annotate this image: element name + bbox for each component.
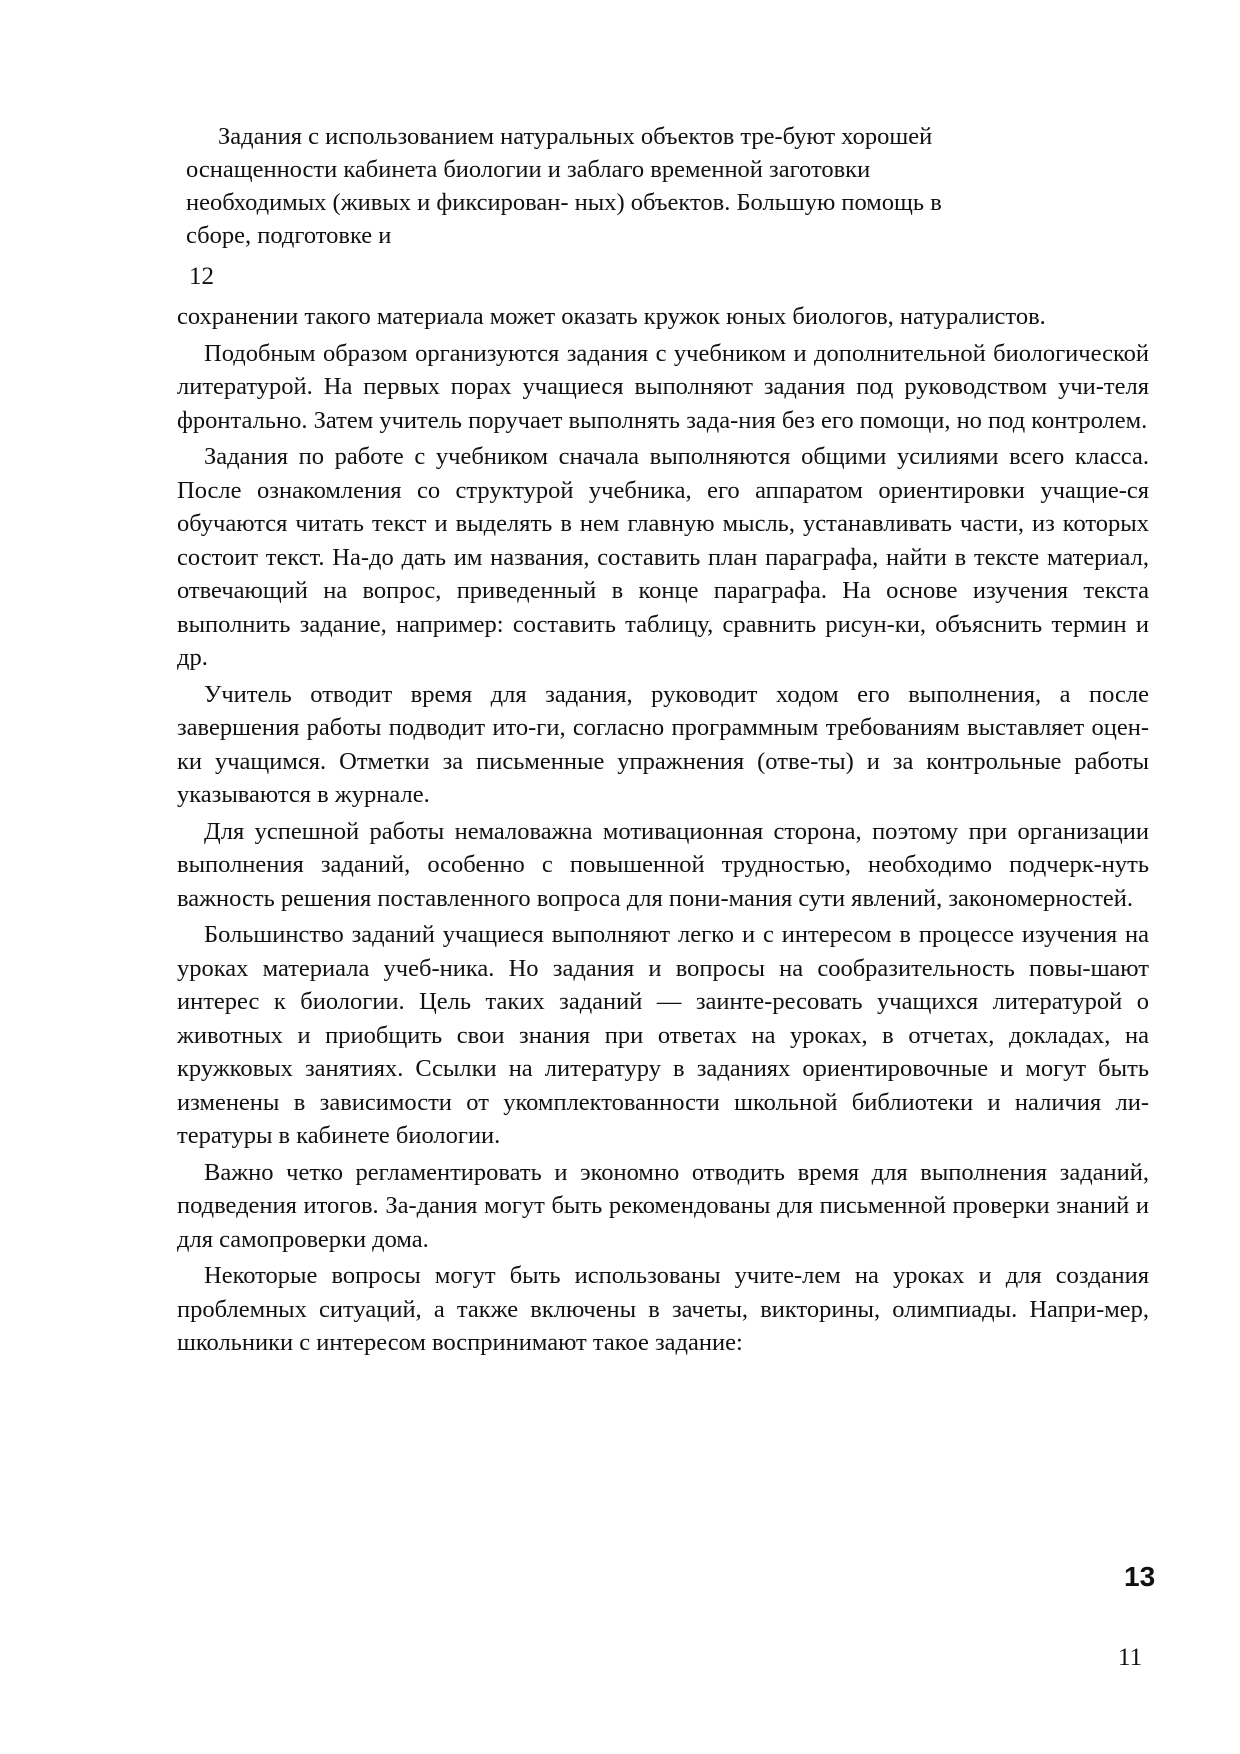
page-number: 11 <box>1118 1644 1143 1671</box>
paragraph: Подобным образом организуются задания с учебником и дополнительной биологической литературой. На первых порах учащиеся выполняют задания под руководством учи-теля фронтально. Затем учитель поручает выполнять зада-ния без его помощи, но под контролем. <box>177 339 1149 434</box>
paragraph: Учитель отводит время для задания, руководит ходом его выполнения, а после завершения работы подводит ито-ги, согласно программным требованиям выставляет оцен-ки учащимся. Отметки за письменные упражнения (отве-ты) и за контрольные работы указываются в журнале. <box>177 680 1149 808</box>
intro-paragraph <box>186 120 1156 252</box>
intro-line: оснащенности кабинета биологии и заблаго временной заготовки <box>186 156 871 183</box>
paragraph: Большинство заданий учащиеся выполняют легко и с интересом в процессе изучения на уроках материала учеб-ника. Но задания и вопросы на сообразительность повы-шают интерес к биологии. Цель таких заданий — заинте-ресовать учащихся литературой о животных и приобщить свои знания при ответах на уроках, в отчетах, докладах, на кружковых занятиях. Ссылки на литературу в заданиях ориентировочные и могут быть изменены в зависимости от укомплектованности школьной библиотеки и наличия ли-тературы в кабинете биологии. <box>177 921 1149 1149</box>
body-text <box>177 300 1149 1360</box>
intro-line: сборе, подготовке и <box>186 222 392 249</box>
paragraph: сохранении такого материала может оказать кружок юных биологов, натуралистов. <box>177 303 1046 330</box>
original-page-marker: 13 <box>1124 1561 1156 1592</box>
paragraph: Для успешной работы немаловажна мотивационная сторона, поэтому при организации выполнения заданий, особенно с повышенной трудностью, необходимо подчерк-нуть важность решения поставленного вопроса для пони-мания сути явлений, закономерностей. <box>177 817 1149 912</box>
paragraph: Задания по работе с учебником сначала выполняются общими усилиями всего класса. После ознакомления со структурой учебника, его аппаратом ориентировки учащие-ся обучаются читать текст и выделять в нем главную мысль, устанавливать части, из которых состоит текст. На-до дать им названия, составить план параграфа, найти в тексте материал, отвечающий на вопрос, приведенный в конце параграфа. На основе изучения текста выполнить задание, например: составить таблицу, сравнить рисун-ки, объяснить термин и др. <box>177 443 1149 671</box>
intro-line: необходимых (живых и фиксирован- ных) объектов. Большую помощь в <box>186 189 942 216</box>
intro-line: Задания с использованием натуральных объектов тре-буют хорошей <box>218 123 933 150</box>
previous-page-marker: 12 <box>189 263 214 290</box>
paragraph: Некоторые вопросы могут быть использованы учите-лем на уроках и для создания проблемных ситуаций, а также включены в зачеты, викторины, олимпиады. Напри-мер, школьники с интересом воспринимают такое задание: <box>177 1262 1149 1356</box>
paragraph: Важно четко регламентировать и экономно отводить время для выполнения заданий, подведения итогов. За-дания могут быть рекомендованы для письменной проверки знаний и для самопроверки дома. <box>177 1158 1149 1253</box>
